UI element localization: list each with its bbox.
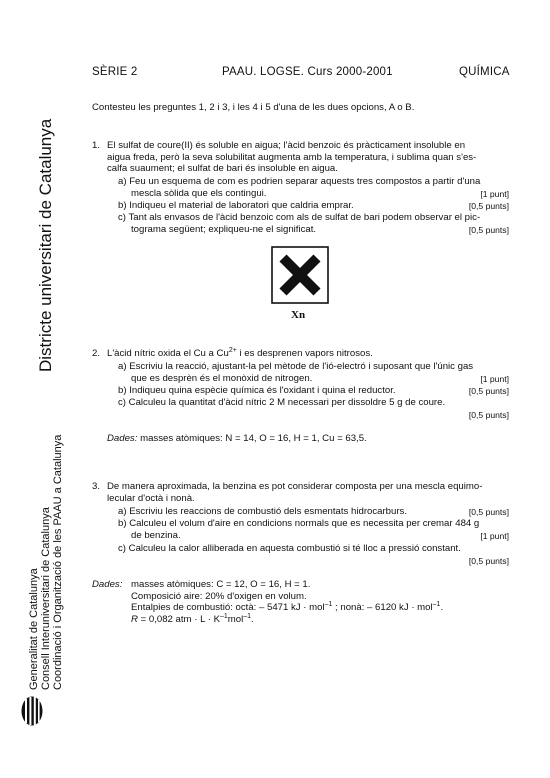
dades-label: Dades: (107, 433, 138, 444)
text-line: aigua freda, però la seva solubilitat augmenta amb la temperatura, i sublima quan s'es- (107, 151, 477, 163)
q3-part-a: a) Escriviu les reaccions de combustió dels esmentats hidrocarburs. (118, 506, 408, 517)
dades-text: masses atòmiques: N = 14, O = 16, H = 1, Cu = 63,5. (137, 433, 367, 444)
pictogram-label: Xn (291, 309, 306, 321)
text-line: que es desprèn és el monòxid de nitrogen. (131, 372, 313, 384)
text-span: ; nonà: – 6120 kJ · mol (332, 602, 433, 614)
q3-b-points: [1 punt] (480, 531, 509, 541)
text-line: de benzina. (131, 529, 181, 541)
q1-number: 1. (92, 140, 101, 151)
text-span: R (131, 613, 138, 625)
instructions: Contesteu les preguntes 1, 2 i 3, i les 4 i 5 d'una de les dues opcions, A o B. (92, 102, 415, 113)
q3-c-points: [0,5 punts] (468, 556, 509, 566)
q3-data (131, 579, 443, 625)
text-span: mol (227, 613, 244, 625)
org-line: Generalitat de Catalunya (28, 568, 40, 690)
text-line: calfa suaument; el sulfat de bari és insoluble en aigua. (107, 163, 338, 175)
q2-a-points: [1 punt] (480, 374, 509, 384)
text-line: Composició aire: 20% d'oxigen en volum. (131, 590, 307, 602)
q1-c-points: [0,5 punts] (468, 225, 509, 235)
text-line: c) Tant als envasos de l'àcid benzoic com als de sulfat de bari podem observar el pic- (118, 212, 481, 223)
q1-part-b: b) Indiqueu el material de laboratori que caldria emprar. (118, 200, 354, 211)
q3-statement (107, 481, 482, 504)
text-line (131, 602, 443, 614)
q3-part-c: c) Calculeu la calor alliberada en aquesta combustió si té lloc a pressió constant. (118, 543, 461, 554)
org-line: Consell Interuniversitari de Catalunya (40, 507, 52, 690)
q3-number: 3. (92, 481, 101, 492)
superscript: –1 (219, 612, 228, 620)
q3-dades-label: Dades: (92, 579, 123, 590)
superscript: –1 (432, 601, 441, 608)
q2-data (107, 433, 367, 445)
generalitat-logo-icon (20, 694, 44, 728)
q2-c-points: [0,5 punts] (468, 410, 509, 420)
harmful-xn-pictogram-icon (271, 246, 329, 304)
q2-part-b: b) Indiqueu quina espècie química és l'oxidant i quina el reductor. (118, 385, 396, 396)
q2-number: 2. (92, 348, 101, 359)
superscript: 2+ (228, 346, 237, 354)
text-span: Entalpies de combustió: octà: – 5471 kJ · mol (131, 602, 325, 614)
q1-b-points: [0,5 punts] (468, 201, 509, 211)
text-span: L'àcid nítric oxida el Cu a Cu (107, 348, 229, 359)
text-line: tograma següent; expliqueu-ne el significat. (131, 223, 317, 235)
superscript: –1 (324, 601, 333, 608)
q1-a-points: [1 punt] (480, 189, 509, 199)
text-line: De manera aproximada, la benzina es pot considerar composta per una mescla equimo- (107, 481, 483, 492)
q2-statement (107, 348, 373, 360)
text-span: . (440, 602, 444, 614)
q1-part-a (118, 176, 480, 199)
org-line: Coordinació i Organització de les PAAU a Catalunya (52, 434, 64, 690)
text-line: lecular d'octà i nonà. (107, 492, 195, 504)
superscript: –1 (243, 612, 252, 620)
q2-part-a (118, 361, 473, 384)
text-line (131, 614, 443, 626)
text-span: . (251, 613, 254, 625)
text-line: masses atòmiques: C = 12, O = 16, H = 1. (131, 579, 311, 590)
exam-title: PAAU. LOGSE. Curs 2000-2001 (222, 66, 393, 78)
text-line: b) Calculeu el volum d'aire en condicions normals que es necessita per cremar 484 g (118, 518, 480, 529)
text-line: mescla sòlida que els contingui. (131, 187, 267, 199)
text-line: a) Escriviu la reacció, ajustant-la pel mètode de l'ió-electró i suposant que l'únic gas (118, 361, 474, 372)
q1-statement (107, 140, 476, 175)
q1-part-c (118, 212, 480, 235)
text-line: a) Feu un esquema de com es podrien separar aquests tres compostos a partir d'una (118, 176, 481, 187)
district-label: Districte universitari de Catalunya (36, 118, 55, 372)
q2-part-c: c) Calculeu la quantitat d'àcid nítric 2 M necessari per dissoldre 5 g de coure. (118, 397, 446, 408)
text-span: i es desprenen vapors nitrosos. (236, 348, 373, 359)
q3-a-points: [0,5 punts] (468, 507, 509, 517)
serie-label: SÈRIE 2 (92, 66, 138, 78)
q2-b-points: [0,5 punts] (468, 386, 509, 396)
q3-part-b (118, 518, 479, 541)
text-span: = 0,082 atm · L · K (137, 613, 220, 625)
subject-label: QUÍMICA (459, 66, 510, 78)
text-line: El sulfat de coure(II) és soluble en aigua; l'àcid benzoic és pràcticament insoluble en (107, 140, 466, 151)
